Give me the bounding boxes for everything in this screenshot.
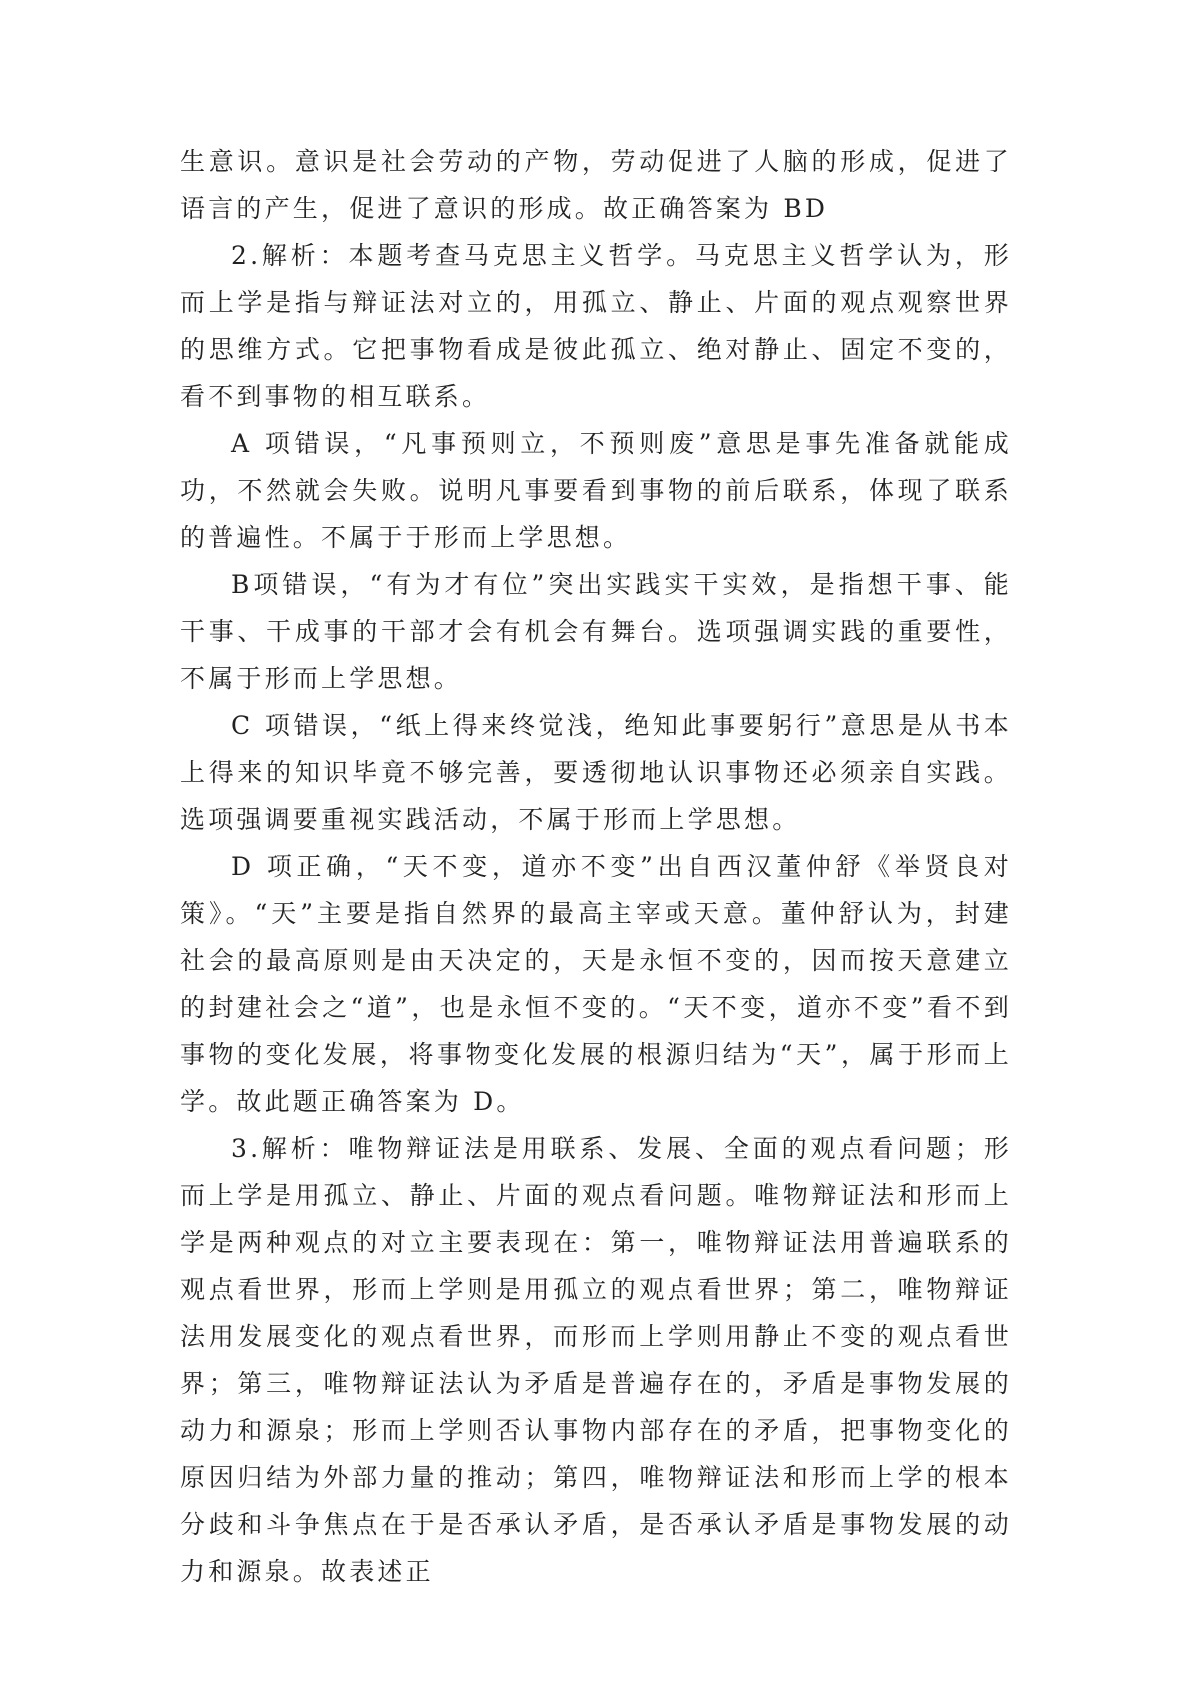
text-line: 变化的观点看世界，而形而上学则用静止不变的观点看世界；第三， [180,1322,1012,1398]
text-line: C 项错误，“纸上得来终觉浅，绝知此事要躬行”意思是从书本 [231,711,1012,740]
text-line: 于是否承认矛盾，是否承认矛盾是事物发展的动力和源泉。故表述正 [180,1510,1012,1586]
text-line: 生意识。意识是社会劳动的产物，劳动促进了人脑的形成，促进了语 [180,147,1012,223]
paragraph-option-b [180,561,1012,702]
text-line: 不然就会失败。说明凡事要看到事物的前后联系，体现了联系的普遍 [180,476,1012,552]
text-line: 社会的最高原则是由天决定的，天是永恒不变的，因而按天意建立的 [180,946,1012,1022]
text-line: 上学是用孤立、静止、片面的观点看问题。唯物辩证法和形而上学是 [180,1181,1013,1257]
text-line: 上学是指与辩证法对立的，用孤立、静止、片面的观点观察世界的思 [180,288,1013,364]
paragraph-analysis-2-intro [180,232,1012,420]
text-line: 2.解析：本题考查马克思主义哲学。马克思主义哲学认为，形而 [180,241,1012,317]
text-line: 事、干成事的干部才会有机会有舞台。选项强调实践的重要性，不属 [180,617,1013,693]
text-line: 形而上学则否认事物内部存在的矛盾，把事物变化的原因归结为外部 [180,1416,1012,1492]
text-line: 唯物辩证法认为矛盾是普遍存在的，矛盾是事物发展的动力和源泉； [180,1369,1012,1445]
text-line: 力量的推动；第四，唯物辩证法和形而上学的根本分歧和斗争焦点在 [180,1463,1012,1539]
text-line: 学。故此题正确答案为 D。 [180,1087,525,1116]
text-line: 世界，形而上学则是用孤立的观点看世界；第二，唯物辩证法用发展 [180,1275,1012,1351]
paragraph-option-d [180,843,1012,1125]
text-line: 事物的相互联系。 [264,382,491,411]
document-page [180,138,1012,1595]
text-line: 言的产生，促进了意识的形成。故正确答案为 BD [208,194,829,223]
text-line: 策》。“天”主要是指自然界的最高主宰或天意。董仲舒认为，封建 [180,899,1012,928]
text-line: 封建社会之“道”，也是永恒不变的。“天不变，道亦不变”看不到 [208,993,1012,1022]
text-line: B项错误，“有为才有位”突出实践实干实效，是指想干事、能干 [180,570,1012,646]
text-line: D 项正确，“天不变，道亦不变”出自西汉董仲舒《举贤良对 [231,852,1012,881]
paragraph-analysis-3 [180,1125,1012,1595]
text-line: 性。不属于于形而上学思想。 [264,523,632,552]
text-line: A 项错误，“凡事预则立，不预则废”意思是事先准备就能成功， [180,429,1012,505]
paragraph-option-a [180,420,1012,561]
text-line: 上得来的知识毕竟不够完善，要透彻地认识事物还必须亲自实践。选 [180,758,1012,834]
paragraph-option-c [180,702,1012,843]
text-line: 3.解析：唯物辩证法是用联系、发展、全面的观点看问题；形而 [180,1134,1012,1210]
text-line: 事物的变化发展，将事物变化发展的根源归结为“天”，属于形而上 [180,1040,1012,1069]
text-line: 两种观点的对立主要表现在：第一，唯物辩证法用普遍联系的观点看 [180,1228,1012,1304]
text-line: 于形而上学思想。 [236,664,463,693]
text-line: 维方式。它把事物看成是彼此孤立、绝对静止、固定不变的，看不到 [180,335,1012,411]
text-line: 项强调要重视实践活动，不属于形而上学思想。 [208,805,801,834]
paragraph-answer-1-conclusion [180,138,1012,232]
